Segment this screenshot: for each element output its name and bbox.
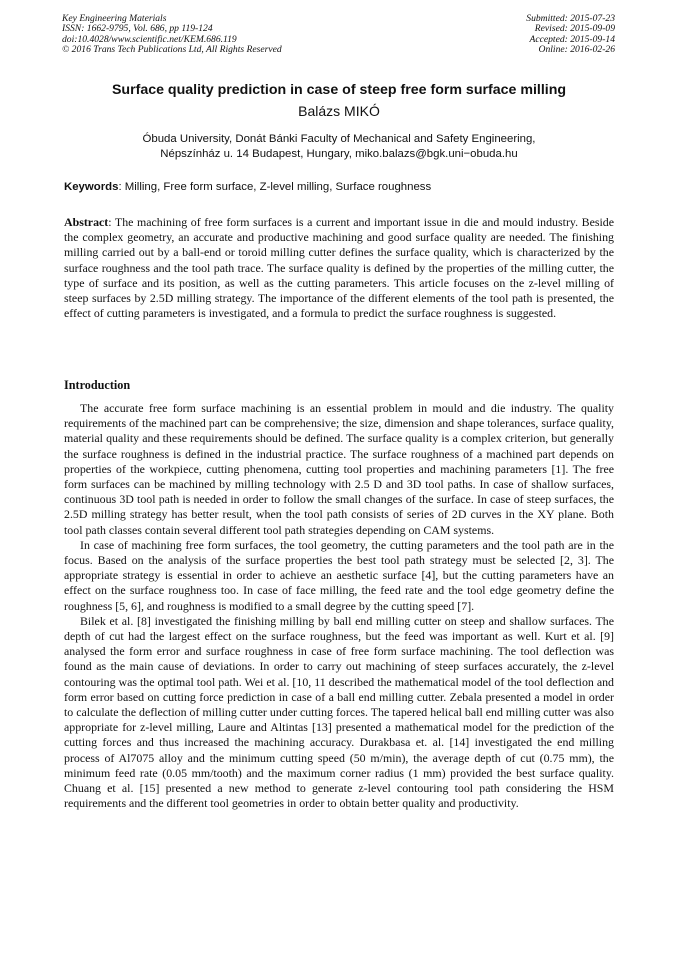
abstract-label: Abstract bbox=[64, 215, 109, 229]
paragraph: The accurate free form surface machining is an essential problem in mould and die industry. The quality requirements of the machined part can be comprehensive; the size, dimension and shape tolerances, surface quality, material quality and these requirements should be defined. The surface quality is a complex criterion, but generally the surface roughness is defined in the industrial practice. The surface roughness of a machined part depends on properties of the workpiece, cutting phenomena, cutting tool properties and machining parameters [1]. The free form surfaces can be machined by milling technology with 2.5 D and 3D tool paths. In case of shallow surfaces, continuous 3D tool path is needed in order to follow the small changes of the surface. In case of steep surfaces, the 2.5D milling strategy has better result, when the tool path consists of series of 2D curves in the XY plane. Both tool path classes contain several different tool path strategies depending on CAM systems. bbox=[64, 401, 614, 537]
submitted-date: Submitted: 2015-07-23 bbox=[526, 13, 615, 24]
affiliation-line-2: Népszínház u. 14 Budapest, Hungary, miko.balazs@bgk.uni−obuda.hu bbox=[160, 147, 518, 160]
journal-name: Key Engineering Materials bbox=[62, 13, 167, 24]
issn-line: ISSN: 1662-9795, Vol. 686, pp 119-124 bbox=[62, 23, 213, 35]
abstract bbox=[64, 215, 614, 321]
paper-title: Surface quality prediction in case of steep free form surface milling bbox=[111, 82, 567, 98]
keywords-label: Keywords bbox=[64, 181, 119, 193]
doi-line: doi:10.4028/www.scientific.net/KEM.686.119 bbox=[62, 33, 237, 45]
online-date: Online: 2016-02-26 bbox=[538, 44, 615, 56]
copyright-line: © 2016 Trans Tech Publications Ltd, All Rights Reserved bbox=[62, 44, 282, 56]
section-heading-introduction: Introduction bbox=[64, 378, 131, 392]
header-journal-info bbox=[62, 14, 282, 56]
paragraph: In case of machining free form surfaces, the tool geometry, the cutting parameters and the tool path are in the focus. Based on the analysis of the surface properties the best tool path strategy must be selected [2, 3]. The appropriate strategy is essential in order to achieve an aesthetic surface [4], but the cutting parameters have an effect on the surface roughness too. In case of face milling, the feed rate and the tool edge geometry define the roughness [5, 6], and roughness is modified to a small degree by the cutting speed [7]. bbox=[64, 537, 614, 613]
affiliation bbox=[0, 132, 678, 161]
affiliation-line-1: Óbuda University, Donát Bánki Faculty of Mechanical and Safety Engineering, bbox=[142, 133, 536, 145]
keywords-line bbox=[64, 180, 616, 194]
author-name: Balázs MIKÓ bbox=[298, 103, 380, 119]
paragraph: Bilek et al. [8] investigated the finishing milling by ball end milling cutter on steep and shallow surfaces. The depth of cut had the largest effect on the surface roughness, but the feed was important as well. Kurt et al. [9] analysed the form error and surface roughness in case of free form surface machining. The tool deflection was found as the main cause of deviations. In order to carry out machining of steep surfaces accurately, the z-level contouring was the optimal tool path. Wei et al. [10, 11 described the mathematical model of the tool deflection and form error based on cutting force prediction in case of a ball end milling cutter. Zebala presented a model in order to calculate the deflection of milling cutter under cutting forces. The tapered helical ball end milling cutter was also appropriate for z-level milling, Laure and Altintas [13] presented a mathematical model for the prediction of the cutting forces and thus increased the machining accuracy. Durakbasa et. al. [14] investigated the end milling process of Al7075 alloy and the minimum cutting speed (50 m/min), the average depth of cut (0.75 mm), the minimum feed rate (0.05 mm/tooth) and the maximum corner radius (1 mm) provided the best surface quality. Chuang et al. [15] presented a new method to generate z-level contouring tool path considering the HSM requirements and the different tool geometries in order to obtain better quality and productivity. bbox=[64, 613, 614, 811]
abstract-text: : The machining of free form surfaces is a current and important issue in die and mould industry. Beside the complex geometry, an accurate and productive machining and good surface quality are needed. The finishing milling carried out by a ball-end or toroid milling cutter defines the surface quality, which is characterized by the surface roughness and the tool path trace. The surface quality is defined by the properties of the milling cutter, the type of surface and its position, as well as the cutting parameters. This article focuses on the z-level milling of steep surfaces by 2.5D milling strategy. The importance of the different elements of the tool path is presented, the effect of cutting parameters is investigated, and a formula to predict the surface roughness is suggested. bbox=[64, 215, 614, 321]
introduction-body bbox=[64, 401, 614, 811]
accepted-date: Accepted: 2015-09-14 bbox=[529, 33, 615, 45]
revised-date: Revised: 2015-09-09 bbox=[534, 23, 615, 35]
keywords-text: : Milling, Free form surface, Z-level milling, Surface roughness bbox=[118, 181, 432, 193]
header-dates bbox=[526, 14, 615, 56]
